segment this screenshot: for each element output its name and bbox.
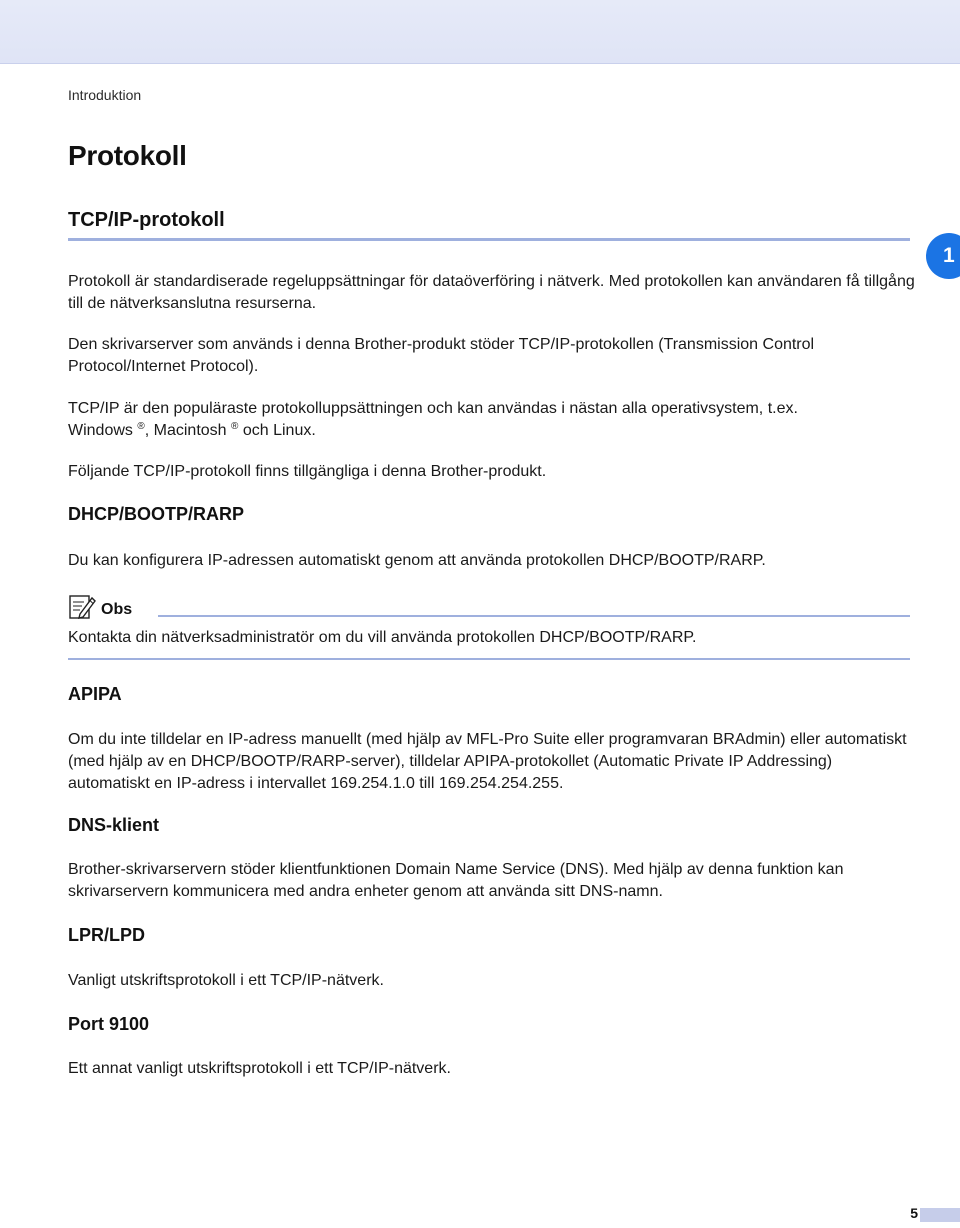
protocol-list-intro: Följande TCP/IP-protokoll finns tillgängliga i denna Brother-produkt.: [68, 463, 547, 480]
note-divider-top: [158, 615, 910, 617]
registered-mark: ®: [231, 421, 239, 432]
protocol-text-dns: Brother-skrivarservern stöder klientfunktionen Domain Name Service (DNS). Med hjälp av denna funktion kan skrivarservern kommunicera med andra enheter genom att använda sitt DNS-namn.: [68, 861, 844, 900]
chapter-number: 1: [943, 244, 955, 267]
page-title: Protokoll: [68, 140, 187, 171]
protocol-text-lpr: Vanligt utskriftsprotokoll i ett TCP/IP-nätverk.: [68, 972, 384, 989]
intro-paragraph-2: Den skrivarserver som används i denna Brother-produkt stöder TCP/IP-protokollen (Transmission Control Protocol/Internet Protocol).: [68, 336, 815, 375]
section-divider: [68, 238, 910, 241]
intro-paragraph-1: Protokoll är standardiserade regeluppsättningar för dataöverföring i nätverk. Med protokollen kan användaren få tillgång till de nätverksanslutna resurserna.: [68, 273, 915, 312]
note-label: Obs: [101, 601, 133, 618]
os-paragraph-line1: TCP/IP är den populäraste protokolluppsättningen och kan användas i nästan alla operativsystem, t.ex.: [68, 400, 798, 417]
os-windows: Windows: [68, 422, 133, 439]
protocol-heading-dhcp: DHCP/BOOTP/RARP: [68, 504, 245, 524]
running-head: Introduktion: [68, 87, 142, 103]
protocol-text-dhcp: Du kan konfigurera IP-adressen automatiskt genom att använda protokollen DHCP/BOOTP/RARP.: [68, 552, 766, 569]
os-macintosh: Macintosh: [153, 422, 227, 439]
os-paragraph: [68, 398, 918, 442]
registered-mark: ®: [137, 421, 145, 432]
protocol-heading-port9100: Port 9100: [68, 1014, 150, 1034]
page-footer-tab: [920, 1208, 960, 1222]
os-comma: ,: [144, 422, 150, 439]
note-divider-bottom: [68, 658, 910, 660]
page-number: 5: [910, 1205, 918, 1221]
protocol-heading-lpr: LPR/LPD: [68, 925, 146, 945]
section-title: TCP/IP-protokoll: [68, 209, 225, 231]
chapter-tab: [926, 233, 960, 279]
note-text: Kontakta din nätverksadministratör om du vill använda protokollen DHCP/BOOTP/RARP.: [68, 629, 697, 646]
protocol-heading-dns: DNS-klient: [68, 815, 160, 835]
os-linux: och Linux.: [242, 422, 316, 439]
protocol-heading-apipa: APIPA: [68, 684, 122, 704]
protocol-text-apipa: Om du inte tilldelar en IP-adress manuellt (med hjälp av MFL-Pro Suite eller programvaran BRAdmin) eller automatiskt (med hjälp av en DHCP/BOOTP/RARP-server), tilldelar APIPA-protokollet (Automatic Private IP Addressing) automatiskt en IP-adress i intervallet 169.254.1.0 till 169.254.254.255.: [68, 731, 907, 792]
protocol-text-port9100: Ett annat vanligt utskriftsprotokoll i ett TCP/IP-nätverk.: [68, 1060, 451, 1077]
note-pencil-icon: [68, 592, 96, 620]
header-band: [0, 0, 960, 64]
